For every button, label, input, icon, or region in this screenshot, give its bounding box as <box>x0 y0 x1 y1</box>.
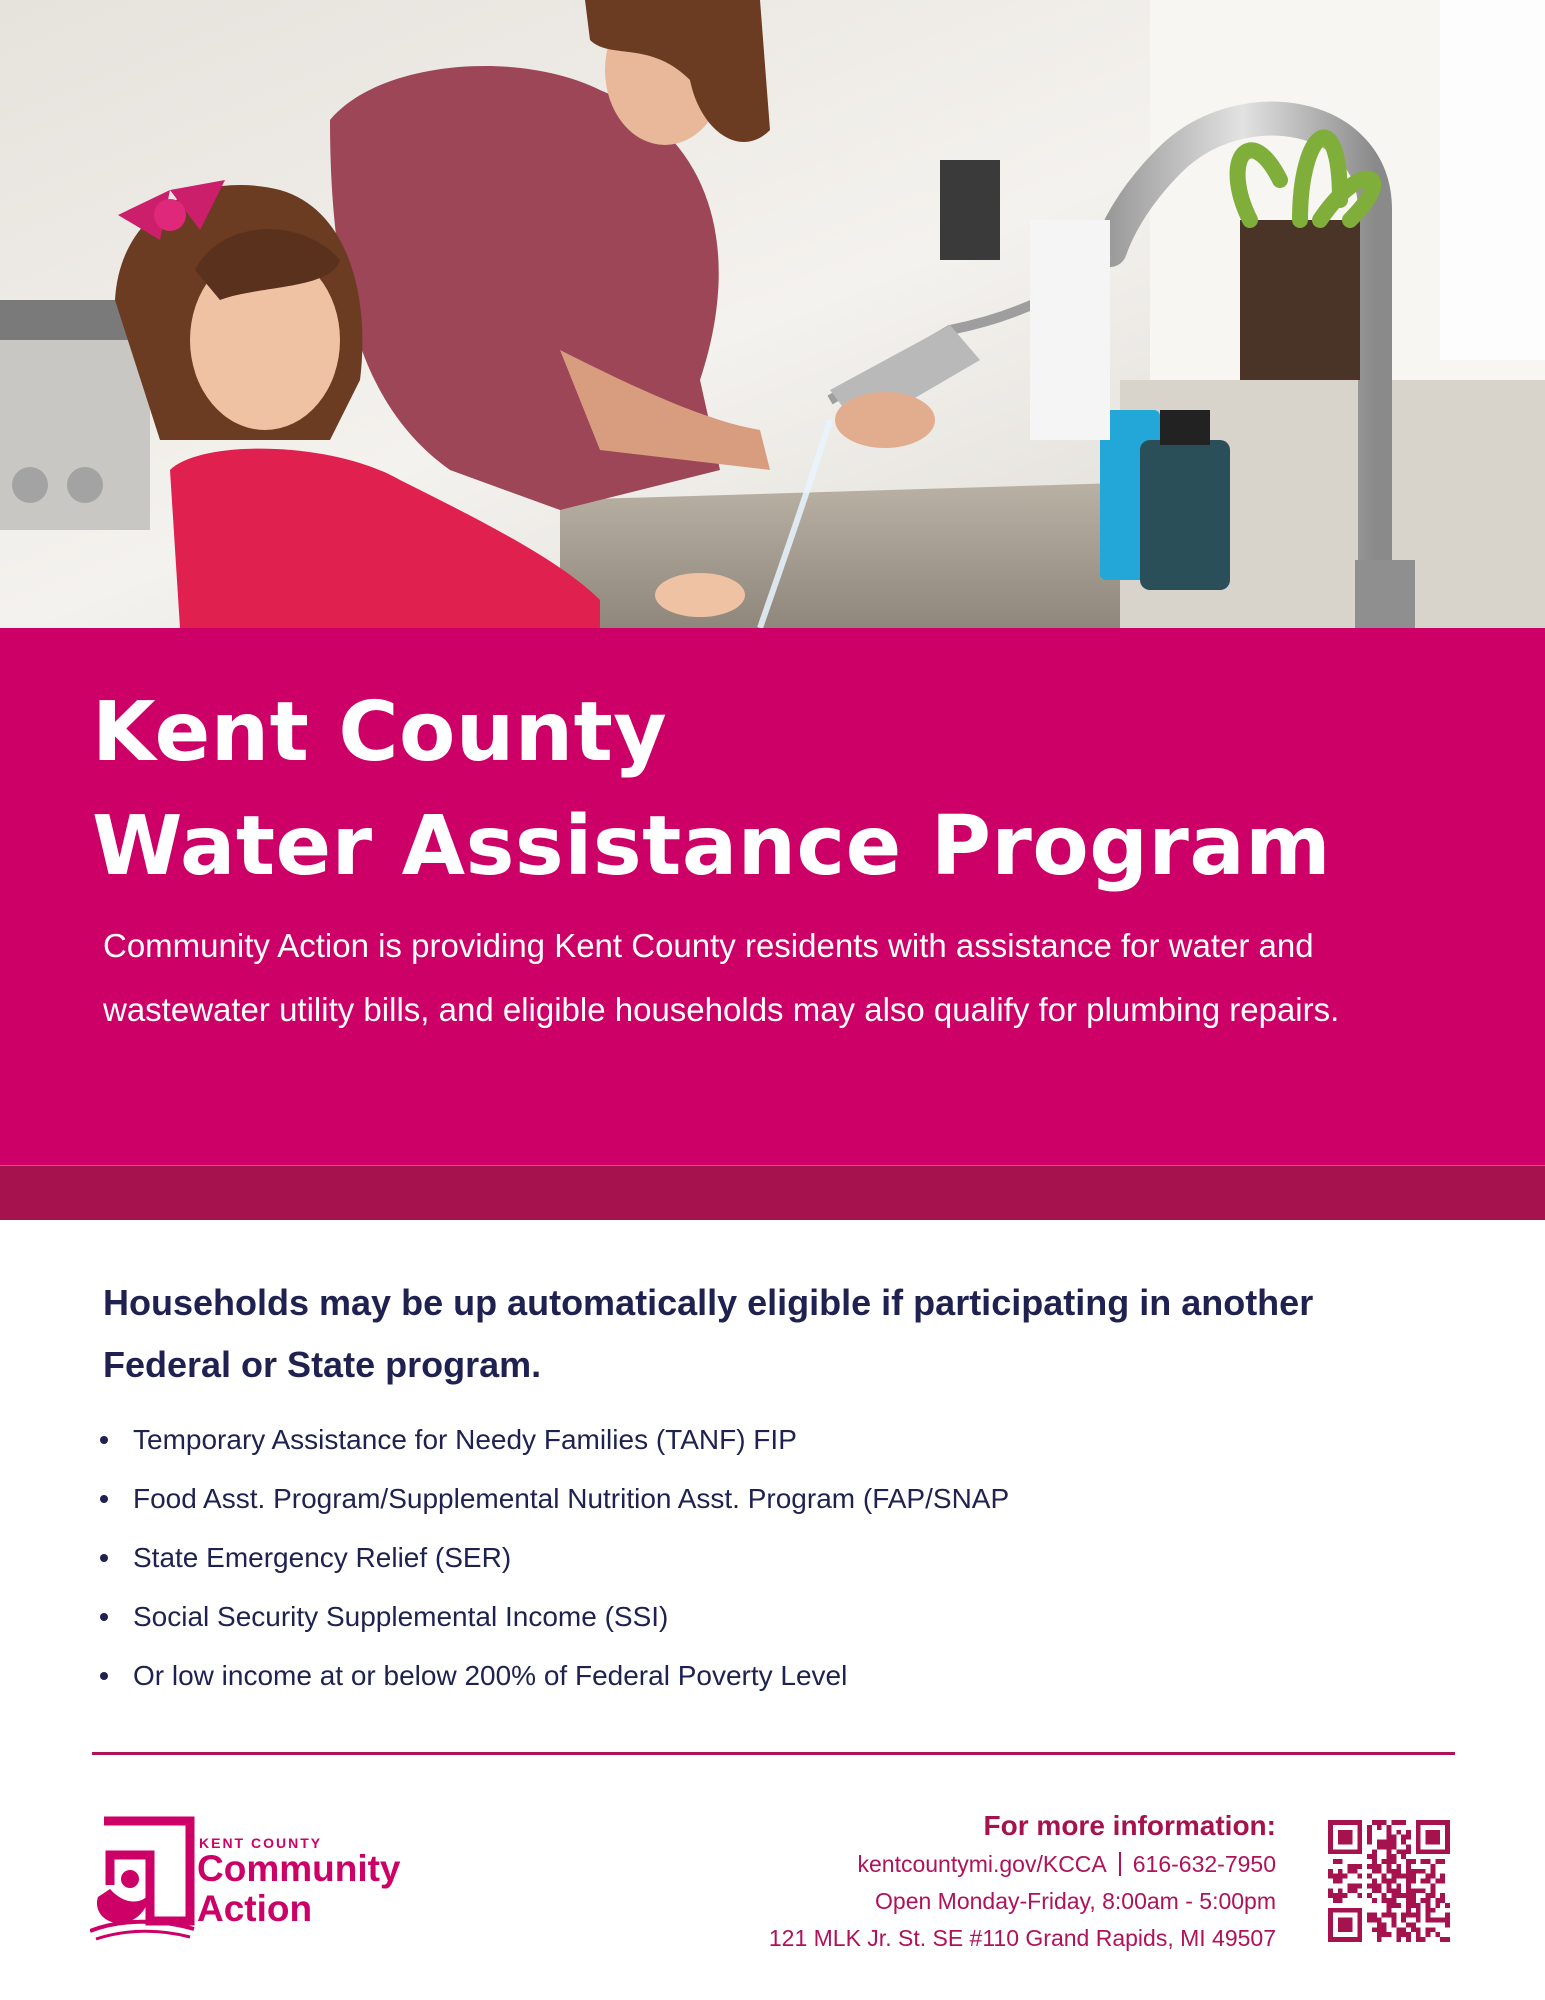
eligibility-list <box>100 1410 1009 1705</box>
logo-mark-icon <box>90 1815 196 1945</box>
list-item-text: Or low income at or below 200% of Federal Poverty Level <box>133 1660 848 1691</box>
phone-number[interactable]: 616-632-7950 <box>1132 1851 1276 1877</box>
community-action-logo <box>90 1815 470 1945</box>
eligibility-heading: Households may be up automatically eligible if participating in another Federal or State program. <box>103 1282 1314 1385</box>
list-item <box>100 1528 1009 1587</box>
list-item <box>100 1410 1009 1469</box>
list-item-text: Food Asst. Program/Supplemental Nutrition Asst. Program (FAP/SNAP <box>133 1483 1010 1514</box>
intro-paragraph: Community Action is providing Kent County residents with assistance for water and wastewater utility bills, and eligible households may also qualify for plumbing repairs. <box>103 927 1340 1028</box>
banner-stripe <box>0 1165 1545 1220</box>
footer-divider <box>92 1752 1455 1755</box>
bullet-icon <box>100 1436 108 1444</box>
list-item <box>100 1469 1009 1528</box>
logo-kent-county: KENT COUNTY <box>199 1835 323 1851</box>
logo-wordmark <box>197 1849 401 1929</box>
contact-hours: Open Monday-Friday, 8:00am - 5:00pm <box>875 1888 1276 1914</box>
contact-heading: For more information: <box>983 1810 1276 1841</box>
list-item-text: Social Security Supplemental Income (SSI) <box>133 1601 669 1632</box>
page-title <box>92 676 1331 904</box>
bullet-icon <box>100 1672 108 1680</box>
contact-address: 121 MLK Jr. St. SE #110 Grand Rapids, MI 49507 <box>768 1925 1276 1951</box>
title-line-1: Kent County <box>92 685 668 780</box>
logo-line-2: Action <box>197 1888 313 1929</box>
separator <box>1119 1852 1121 1876</box>
list-item <box>100 1587 1009 1646</box>
qr-code-icon[interactable] <box>1328 1820 1450 1942</box>
hero-photo <box>0 0 1545 628</box>
list-item-text: Temporary Assistance for Needy Families (TANF) FIP <box>133 1424 797 1455</box>
bullet-icon <box>100 1613 108 1621</box>
website-link[interactable]: kentcountymi.gov/KCCA <box>857 1851 1107 1877</box>
bullet-icon <box>100 1495 108 1503</box>
logo-line-1: Community <box>197 1848 401 1889</box>
bullet-icon <box>100 1554 108 1562</box>
contact-info <box>769 1806 1276 1957</box>
contact-web-phone <box>769 1846 1276 1883</box>
list-item <box>100 1646 1009 1705</box>
list-item-text: State Emergency Relief (SER) <box>133 1542 512 1573</box>
title-line-2: Water Assistance Program <box>92 799 1332 894</box>
